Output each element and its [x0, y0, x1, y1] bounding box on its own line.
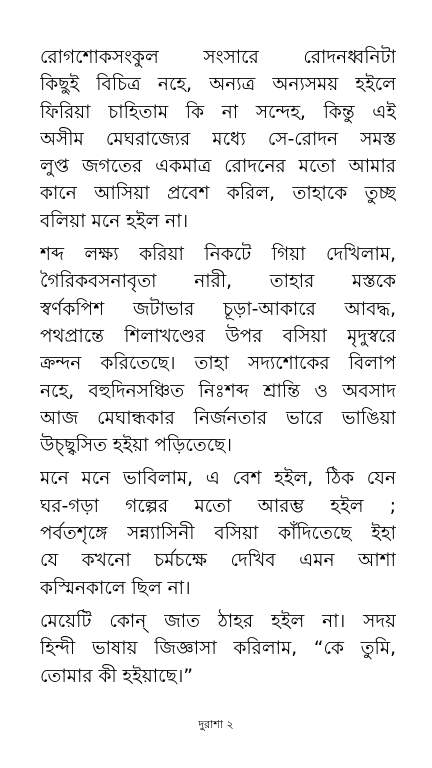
text-line: যে কখনো চর্মচক্ষে দেখিব এমন আশা [40, 550, 396, 572]
text-line: কানে আসিয়া প্রবেশ করিল, তাহাকে তুচ্ছ [40, 183, 396, 205]
text-line: রোগশোকসংকুল সংসারে রোদনধ্বনিটা [40, 47, 396, 68]
text-line: তোমার কী হইয়াছে।” [40, 665, 194, 687]
text-line: কিছুই বিচিত্র নহে, অন্যত্র অন্যসময় হইলে [40, 74, 396, 96]
text-line: মেয়েটি কোন্ জাত ঠাহর হইল না। সদয় [40, 610, 396, 632]
text-line: হিন্দী ভাষায় জিজ্ঞাসা করিলাম, “কে তুমি, [40, 638, 396, 660]
page-number-label: দুরাশা ২ [198, 718, 234, 731]
text-line: মনে মনে ভাবিলাম, এ বেশ হইল, ঠিক যেন [40, 468, 396, 490]
paragraph-1 [40, 44, 396, 235]
text-line: ফিরিয়া চাহিতাম কি না সন্দেহ, কিন্তু এই [40, 101, 396, 123]
text-line: বলিয়া মনে হইল না। [40, 210, 189, 232]
text-line: শব্দ লক্ষ্য করিয়া নিকটে গিয়া দেখিলাম, [40, 244, 396, 266]
text-line: স্বর্ণকপিশ জটাভার চূড়া-আকারে আবদ্ধ, [40, 298, 396, 320]
page-footer [0, 717, 432, 733]
paragraph-2 [40, 241, 396, 459]
text-line: গৈরিকবসনাবৃতা নারী, তাহার মস্তকে [40, 271, 396, 293]
text-line: পথপ্রান্তে শিলাখণ্ডের উপর বসিয়া মৃদুস্বরে [40, 325, 396, 347]
page-body [40, 44, 396, 696]
text-line: লুপ্ত জগতের একমাত্র রোদনের মতো আমার [40, 156, 396, 178]
text-line: অসীম মেঘরাজ্যের মধ্যে সে-রোদন সমস্ত [40, 128, 396, 150]
paragraph-3 [40, 465, 396, 601]
text-line: ক্রন্দন করিতেছে। তাহা সদ্যশোকের বিলাপ [40, 353, 396, 375]
text-line: কস্মিনকালে ছিল না। [40, 577, 191, 599]
text-line: নহে, বহুদিনসঞ্চিত নিঃশব্দ শ্রান্তি ও অবসাদ [40, 380, 396, 402]
text-line: ঘর-গড়া গল্পের মতো আরম্ভ হইল ; [40, 495, 396, 517]
paragraph-4 [40, 608, 396, 690]
text-line: পর্বতশৃঙ্গে সন্ন্যাসিনী বসিয়া কাঁদিতেছে ইহা [40, 523, 396, 545]
text-line: উচ্ছ্বসিত হইয়া পড়িতেছে। [40, 435, 232, 457]
text-line: আজ মেঘান্ধকার নির্জনতার ভারে ভাঙিয়া [40, 407, 396, 429]
